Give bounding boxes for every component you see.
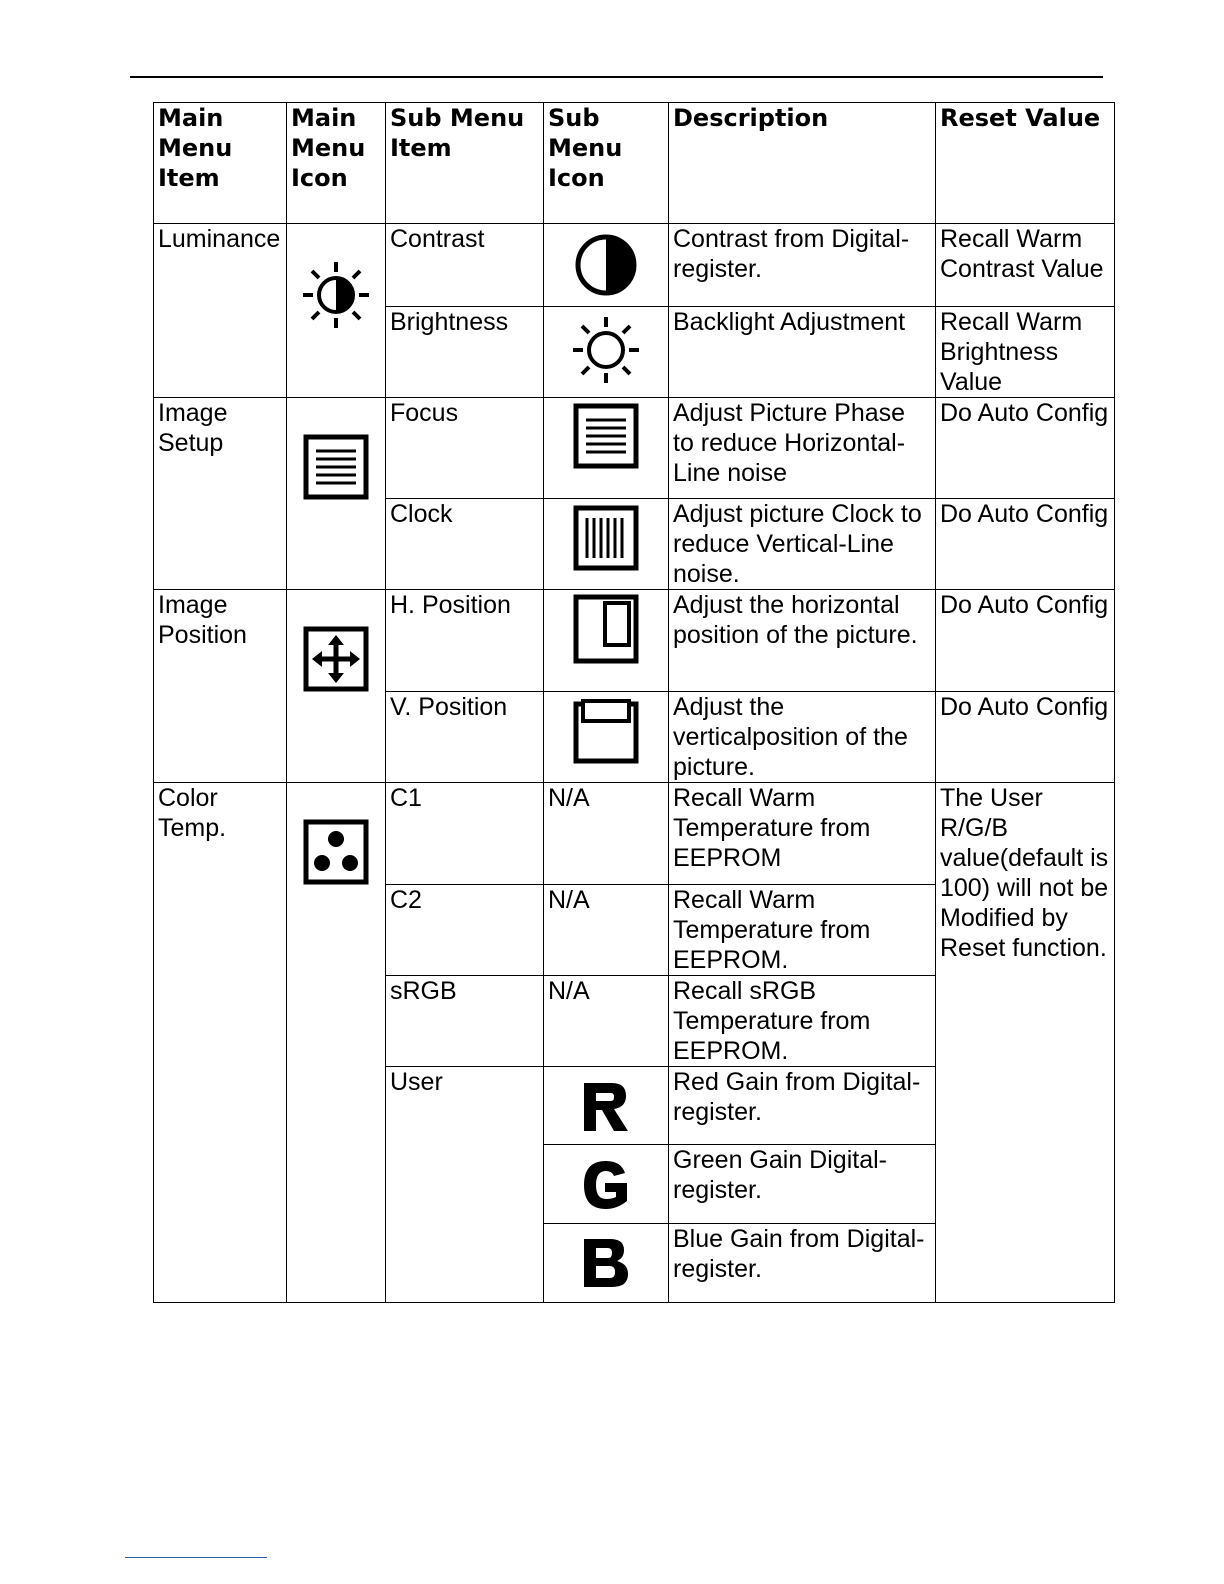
header-sub-icon: Sub Menu Icon	[544, 103, 669, 224]
main-item-luminance: Luminance	[154, 224, 287, 398]
sub-icon-contrast	[544, 224, 669, 307]
vertical-lines-icon	[573, 505, 639, 571]
description-c2: Recall Warm Temperature from EEPROM.	[669, 885, 936, 976]
header-main-item: Main Menu Item	[154, 103, 287, 224]
reset-contrast: Recall Warm Contrast Value	[936, 224, 1115, 307]
table-row	[154, 398, 1115, 499]
header-rule	[130, 76, 1103, 78]
main-item-image-position: Image Position	[154, 590, 287, 783]
h-position-icon	[573, 594, 639, 664]
sub-icon-green	[544, 1145, 669, 1224]
contrast-circle-icon	[573, 232, 639, 298]
description-green: Green Gain Digital-register.	[669, 1145, 936, 1224]
move-arrows-icon	[303, 626, 369, 692]
sub-icon-focus	[544, 398, 669, 499]
description-c1: Recall Warm Temperature from EEPROM	[669, 783, 936, 885]
sub-icon-brightness	[544, 307, 669, 398]
sub-item-focus: Focus	[386, 398, 544, 499]
table-row	[154, 590, 1115, 692]
reset-v-position: Do Auto Config	[936, 692, 1115, 783]
description-red: Red Gain from Digital-register.	[669, 1067, 936, 1145]
sub-item-v-position: V. Position	[386, 692, 544, 783]
reset-color-temp: The User R/G/B value(default is 100) will not be Modified by Reset function.	[936, 783, 1115, 1303]
osd-menu-table	[153, 102, 1115, 1303]
sub-item-contrast: Contrast	[386, 224, 544, 307]
description-h-position: Adjust the horizontal position of the picture.	[669, 590, 936, 692]
main-icon-color-temp	[287, 783, 386, 1303]
sub-icon-c2: N/A	[544, 885, 669, 976]
letter-b-icon	[580, 1235, 632, 1291]
lines-box-icon	[303, 434, 369, 500]
sub-item-h-position: H. Position	[386, 590, 544, 692]
sub-icon-c1: N/A	[544, 783, 669, 885]
description-blue: Blue Gain from Digital-register.	[669, 1224, 936, 1303]
header-sub-item: Sub Menu Item	[386, 103, 544, 224]
letter-g-icon	[579, 1157, 633, 1213]
reset-h-position: Do Auto Config	[936, 590, 1115, 692]
sun-outline-icon	[571, 315, 641, 385]
main-icon-image-setup	[287, 398, 386, 590]
reset-focus: Do Auto Config	[936, 398, 1115, 499]
description-contrast: Contrast from Digital-register.	[669, 224, 936, 307]
reset-brightness: Recall Warm Brightness Value	[936, 307, 1115, 398]
sub-icon-srgb: N/A	[544, 976, 669, 1067]
sub-icon-h-position	[544, 590, 669, 692]
reset-clock: Do Auto Config	[936, 499, 1115, 590]
sub-item-c2: C2	[386, 885, 544, 976]
sub-icon-clock	[544, 499, 669, 590]
horizontal-lines-icon	[573, 403, 639, 469]
header-main-icon: Main Menu Icon	[287, 103, 386, 224]
main-item-color-temp: Color Temp.	[154, 783, 287, 1303]
table-row	[154, 783, 1115, 885]
sub-item-srgb: sRGB	[386, 976, 544, 1067]
header-reset: Reset Value	[936, 103, 1115, 224]
table-row	[154, 224, 1115, 307]
description-focus: Adjust Picture Phase to reduce Horizontal-Line noise	[669, 398, 936, 499]
header-description: Description	[669, 103, 936, 224]
v-position-icon	[573, 698, 639, 764]
sub-item-brightness: Brightness	[386, 307, 544, 398]
main-icon-luminance	[287, 224, 386, 398]
sub-icon-red	[544, 1067, 669, 1145]
sun-half-icon	[301, 260, 371, 330]
three-dots-icon	[303, 819, 369, 885]
sub-icon-blue	[544, 1224, 669, 1303]
description-brightness: Backlight Adjustment	[669, 307, 936, 398]
main-icon-image-position	[287, 590, 386, 783]
sub-item-clock: Clock	[386, 499, 544, 590]
letter-r-icon	[580, 1079, 632, 1135]
footer-rule	[125, 1557, 267, 1558]
description-srgb: Recall sRGB Temperature from EEPROM.	[669, 976, 936, 1067]
sub-item-c1: C1	[386, 783, 544, 885]
description-v-position: Adjust the verticalposition of the picture.	[669, 692, 936, 783]
main-item-image-setup: Image Setup	[154, 398, 287, 590]
description-clock: Adjust picture Clock to reduce Vertical-Line noise.	[669, 499, 936, 590]
header-row	[154, 103, 1115, 224]
sub-item-user: User	[386, 1067, 544, 1303]
sub-icon-v-position	[544, 692, 669, 783]
